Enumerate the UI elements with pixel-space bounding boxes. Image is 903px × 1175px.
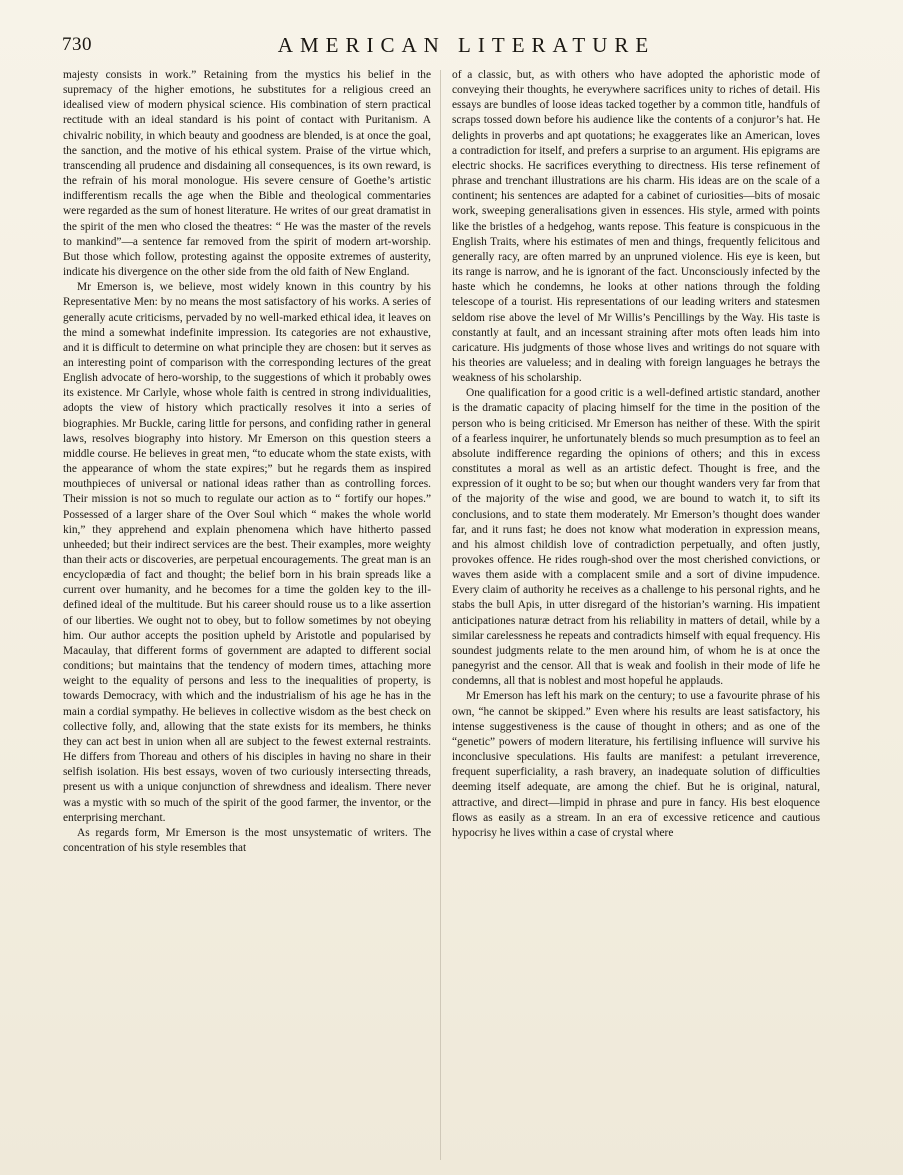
- running-title: AMERICAN LITERATURE: [277, 33, 656, 57]
- paragraph: Mr Emerson is, we believe, most widely known in this country by his Representative Men: by no means the most satisfactory of his works. A series of generally acute criticisms, pervaded by no well-marked ethical idea, it leaves on the mind a somewhat indefinite impression. Its categories are not exhaustive, and it is difficult to determine on what principle they are chosen: but it serves as an interesting point of comparison with the corresponding lectures of the great English advocate of hero-worship, to the suggestions of which it probably owes its existence. Mr Carlyle, whose whole faith is centred in strong individualities, adopts the view of history which practically resolves it into a series of biographies. Mr Buckle, caring little for persons, and confiding rather in general laws, resolves biography into history. Mr Emerson on this question steers a middle course. He believes in great men, “to educate whom the state exists, with the appearance of whom the state expires;” but he regards them as inspired mouthpieces of universal or national ideas rather than as controlling forces. Their mission is not so much to regulate our action as to “ fortify our hopes.” Possessed of a larger share of the Over Soul which “ makes the whole world kin,” they apprehend and explain phenomena which have hitherto passed unheeded; but their indirect services are the best. Their examples, more weighty than their acts or discoveries, are perpetual encouragements. The great man is an encyclopædia of fact and thought; the belief born in his brain spreads like a current over humanity, and he becomes for a time the golden key to the ill-defined ideal of the multitude. But his career should rouse us to a like assertion of our liberties. We ought not to obey, but to follow sometimes by not obeying him. Our author accepts the position upheld by Aristotle and popularised by Macaulay, that different forms of government are adapted to different social conditions; but maintains that the tendency of modern times, attaching more weight to the equality of persons and less to the inequalities of property, is towards Democracy, with which and the industrialism of his age he has in the main a cordial sympathy. He believes in collective wisdom as the best check on collective folly, and, allowing that the state exists for its members, he thinks they can act best in union when all are subject to the fewest external restraints. He differs from Thoreau and others of his disciples in having no share in their selfish isolation. His best essays, woven of two curiously intersecting threads, present us with a unique conjunction of shrewdness and idealism. There never was a mystic with so much of the spirit of the good farmer, the inventor, or the enterprising merchant.: [63, 281, 431, 824]
- column-divider: [440, 70, 441, 1160]
- paragraph: One qualification for a good critic is a well-defined artistic standard, another is the dramatic capacity of placing himself for the time in the position of the person who is being criticised. Mr Emerson has neither of these. With the spirit of a fearless inquirer, he unfortunately blends so much presumption as to feel an absolute indifference regarding the opinions of others; and this in excess constitutes a moral as well as an artistic defect. Thought is free, and the expression of it ought to be so; but when our thought wanders very far from that of the majority of the wise and good, we are bound to watch it, to sift its conclusions, and to state them moderately. Mr Emerson’s thought does wander far, and it runs fast; he does not know what moderation in expression means, and his almost childish love of contradiction perpetually, and often justly, provokes offence. He rides rough-shod over the most cherished convictions, or waves them aside with a complacent smile and a sort of divine impudence. Every claim of authority he receives as a challenge to his personal rights, and he stabs the bull Apis, in utter disregard of the historian’s warning. His impatient anticipationes naturæ detract from his reliability in matters of detail, while by a similar carelessness he repeats and contradicts himself with equal frequency. His soundest judgments relate to the men around him, of whom he is at once the panegyrist and the censor. All that is weak and foolish in their mode of life he condemns, all that is noblest and most hopeful he applauds.: [452, 387, 820, 688]
- paragraph: As regards form, Mr Emerson is the most unsystematic of writers. The concentration of his style resembles that: [63, 826, 431, 854]
- paragraph: majesty consists in work.” Retaining from the mystics his belief in the supremacy of the higher emotions, he substitutes for a religious creed an idealised view of modern physical science. His combination of stern practical rectitude with an ideal standard is his point of contact with Puritanism. A chivalric nobility, in which beauty and goodness are blended, is at once the goal, the sanction, and the motive of his ethical system. Praise of the virtue which, transcending all prudence and disdaining all consequences, is its own reward, is the refrain of his moral monologue. His severe censure of Goethe’s artistic indifferentism recalls the age when the Bible and theological commentaries were regarded as the sum of honest literature. He writes of our great dramatist in the spirit of the men who closed the theatres: “ He was the master of the revels to mankind”—a sentence far removed from the spirit of modern art-worship. But those which follow, protesting against the opposite extremes of austerity, indicate his divergence on the other side from the old faith of New England.: [63, 69, 431, 279]
- paragraph: of a classic, but, as with others who have adopted the aphoristic mode of conveying their thoughts, he everywhere sacrifices unity to riches of detail. His essays are bundles of loose ideas tacked together by a common title, handfuls of scraps tossed down before his audience like the contents of a conjuror’s hat. He delights in proverbs and apt quotations; he exaggerates like an American, loves a contradiction for itself, and prefers a surprise to an argument. His epigrams are electric shocks. He sacrifices everything to directness. His terse refinement of phrase and trenchant illustrations are his charm. His ideas are on the scale of a continent; his sentences are adapted for a cabinet of curiosities—bits of mosaic work, sweeping generalisations given in essences. His style, armed with points like the bristles of a hedgehog, wants repose. This feature is conspicuous in the English Traits, where his estimates of men and things, frequently felicitous and generally racy, are often marred by an unpruned violence. His eye is keen, but its range is narrow, and he is ignorant of the fact. Unconsciously infected by the haste which he condemns, he looks at other nations through the folding telescope of a tourist. His representations of our leading writers and statesmen seldom rise above the level of Mr Willis’s Pencillings by the Way. His taste is constantly at fault, and an incessant straining after mots often leads him into caricature. His judgments of those whose lives and writings do not square with his theories are valueless; and in dealing with foreign languages he betrays the weakness of his scholarship.: [452, 69, 820, 385]
- paragraph: Mr Emerson has left his mark on the century; to use a favourite phrase of his own, “he cannot be skipped.” Even where his results are least satisfactory, his intense suggestiveness is the cause of thought in others; and as one of the “genetic” powers of modern literature, his fertilising influence will survive his inconclusive speculations. His faults are manifest: a petulant irreverence, frequent superficiality, a rash bravery, an inadequate solution of difficulties deeming itself adequate, are among the chief. But he is original, natural, attractive, and direct—limpid in phrase and pure in fancy. His best eloquence flows as easily as a stream. In an era of excessive reticence and cautious hypocrisy he lives within a case of crystal where: [452, 690, 820, 839]
- left-text-column: [63, 68, 431, 1158]
- page-number: 730: [62, 34, 92, 55]
- right-text-column: [452, 68, 820, 1158]
